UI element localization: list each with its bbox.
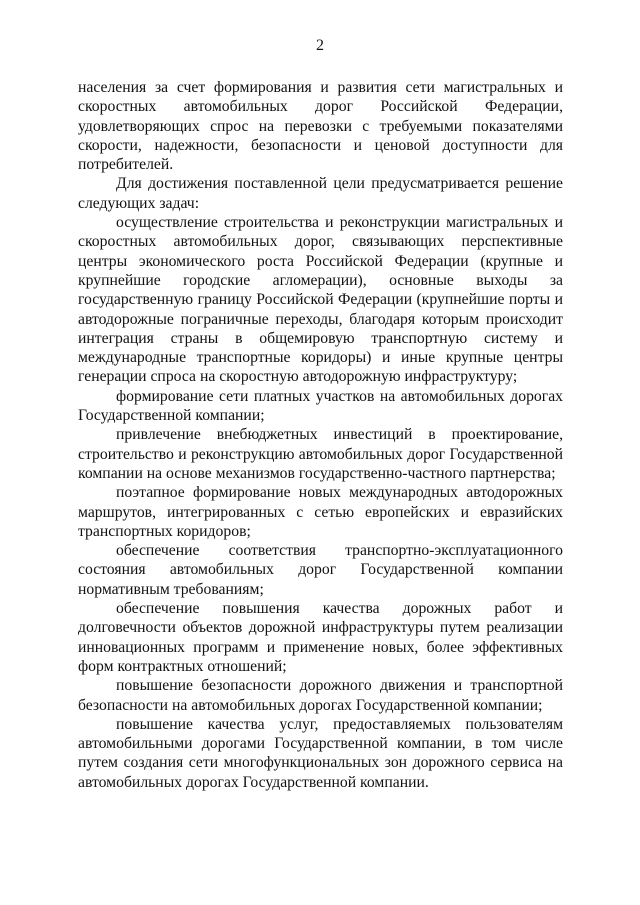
task-item-investment: привлечение внебюджетных инвестиций в проектирование, строительство и реконструкцию автомобильных дорог Государственной компании на основе механизмов государственно-частного партнерства; bbox=[78, 426, 563, 482]
page-number: 2 bbox=[316, 37, 324, 54]
task-item-international-routes: поэтапное формирование новых международных автодорожных маршрутов, интегрированных с сетью европейских и евразийских транспортных коридоров; bbox=[78, 484, 563, 540]
task-item-quality-durability: обеспечение повышения качества дорожных работ и долговечности объектов дорожной инфраструктуры путем реализации инновационных программ и применение новых, более эффективных форм контрактных отношений; bbox=[78, 600, 563, 675]
task-item-construction: осуществление строительства и реконструкции магистральных и скоростных автомобильных дорог, связывающих перспективные центры экономического роста Российской Федерации (крупные и крупнейшие городские агломерации), основные выходы за государственную границу Российской Федерации (крупнейшие порты и автодорожные пограничные переходы, благодаря которым происходит интеграция страны в общемировую транспортную систему и международные транспортные коридоры) и иные крупные центры генерации спроса на скоростную автодорожную инфраструктуру; bbox=[78, 214, 563, 386]
paragraph-continuation: населения за счет формирования и развития сети магистральных и скоростных автомобильных дорог Российской Федерации, удовлетворяющих спрос на перевозки с требуемыми показателями скорости, надежности, безопасности и ценовой доступности для потребителей. bbox=[78, 79, 563, 174]
task-item-road-condition: обеспечение соответствия транспортно-эксплуатационного состояния автомобильных дорог Государственной компании нормативным требованиям; bbox=[78, 542, 563, 598]
task-item-safety: повышение безопасности дорожного движения и транспортной безопасности на автомобильных дорогах Государственной компании; bbox=[78, 677, 563, 714]
document-body bbox=[78, 78, 563, 792]
task-item-service-quality: повышение качества услуг, предоставляемых пользователям автомобильными дорогами Государственной компании, в том числе путем создания сети многофункциональных зон дорожного сервиса на автомобильных дорогах Государственной компании. bbox=[78, 715, 563, 791]
task-item-toll-network: формирование сети платных участков на автомобильных дорогах Государственной компании; bbox=[78, 387, 563, 425]
paragraph-tasks-intro: Для достижения поставленной цели предусматривается решение следующих задач: bbox=[78, 175, 563, 212]
